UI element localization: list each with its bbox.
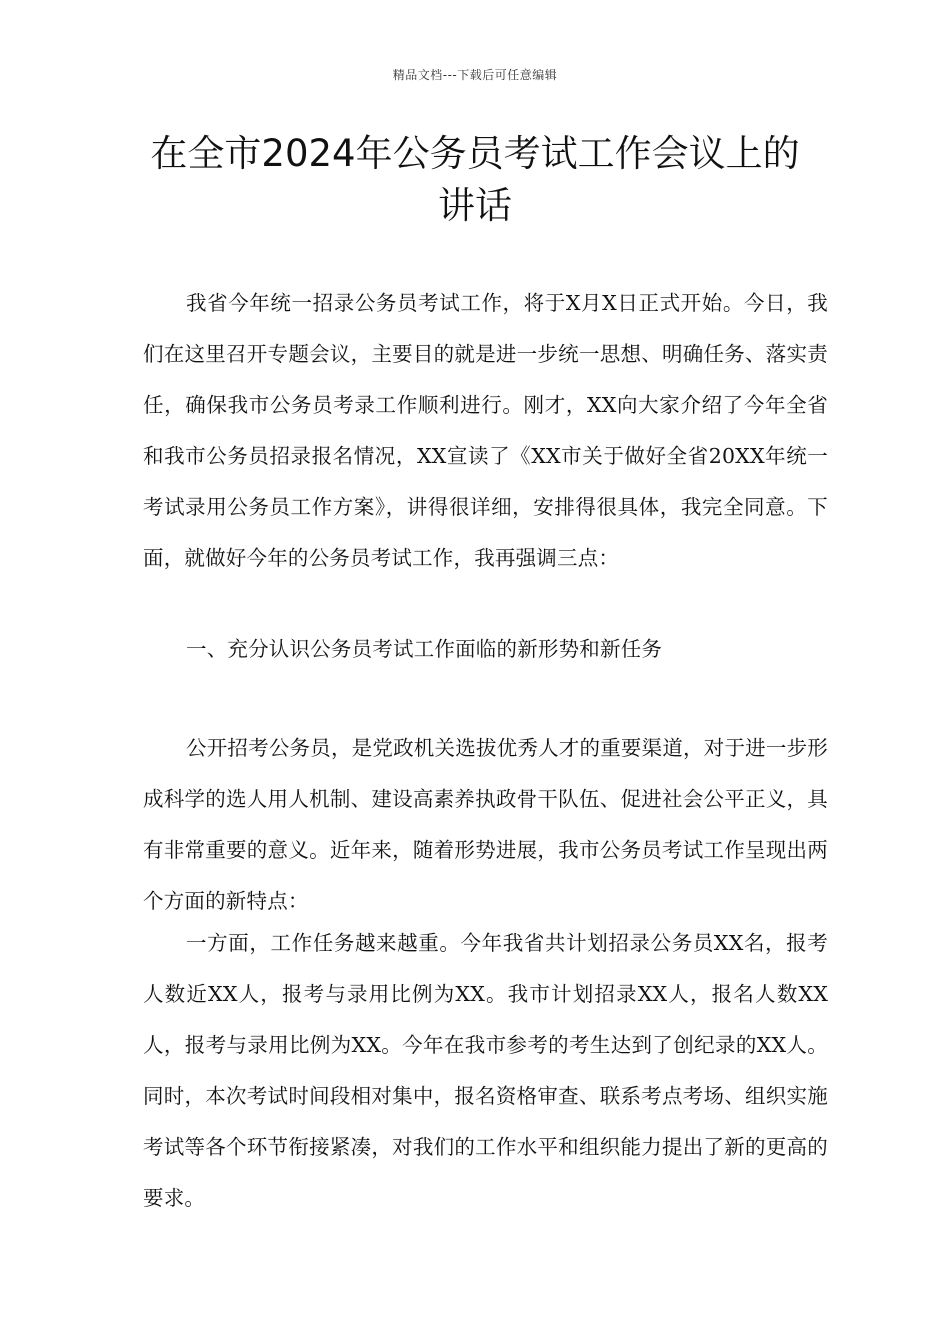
section-heading-1: 一、充分认识公务员考试工作面临的新形势和新任务 xyxy=(186,637,663,661)
header-note: 精品文档---下载后可任意编辑 xyxy=(392,68,558,82)
document-title: 在全市2024年公务员考试工作会议上的讲话 xyxy=(150,132,800,227)
paragraph-significance: 公开招考公务员，是党政机关选拔优秀人才的重要渠道，对于进一步形成科学的选人用人机制、建设高素养执政骨干队伍、促进社会公平正义，具有非常重要的意义。近年来，随着形势进展，我市公务员考试工作呈现出两个方面的新特点： xyxy=(143,736,828,913)
paragraph-intro: 我省今年统一招录公务员考试工作，将于X月X日正式开始。今日，我们在这里召开专题会议，主要目的就是进一步统一思想、明确任务、落实责任，确保我市公务员考录工作顺利进行。刚才，XX向大家介绍了今年全省和我市公务员招录报名情况，XX宣读了《XX市关于做好全省20XX年统一考试录用公务员工作方案》，讲得很详细，安排得很具体，我完全同意。下面，就做好今年的公务员考试工作，我再强调三点： xyxy=(143,291,828,570)
paragraph-workload: 一方面，工作任务越来越重。今年我省共计划招录公务员XX名，报考人数近XX人，报考与录用比例为XX。我市计划招录XX人，报名人数XX人，报考与录用比例为XX。今年在我市参考的考生达到了创纪录的XX人。同时，本次考试时间段相对集中，报名资格审查、联系考点考场、组织实施考试等各个环节衔接紧凑，对我们的工作水平和组织能力提出了新的更高的要求。 xyxy=(143,931,828,1210)
